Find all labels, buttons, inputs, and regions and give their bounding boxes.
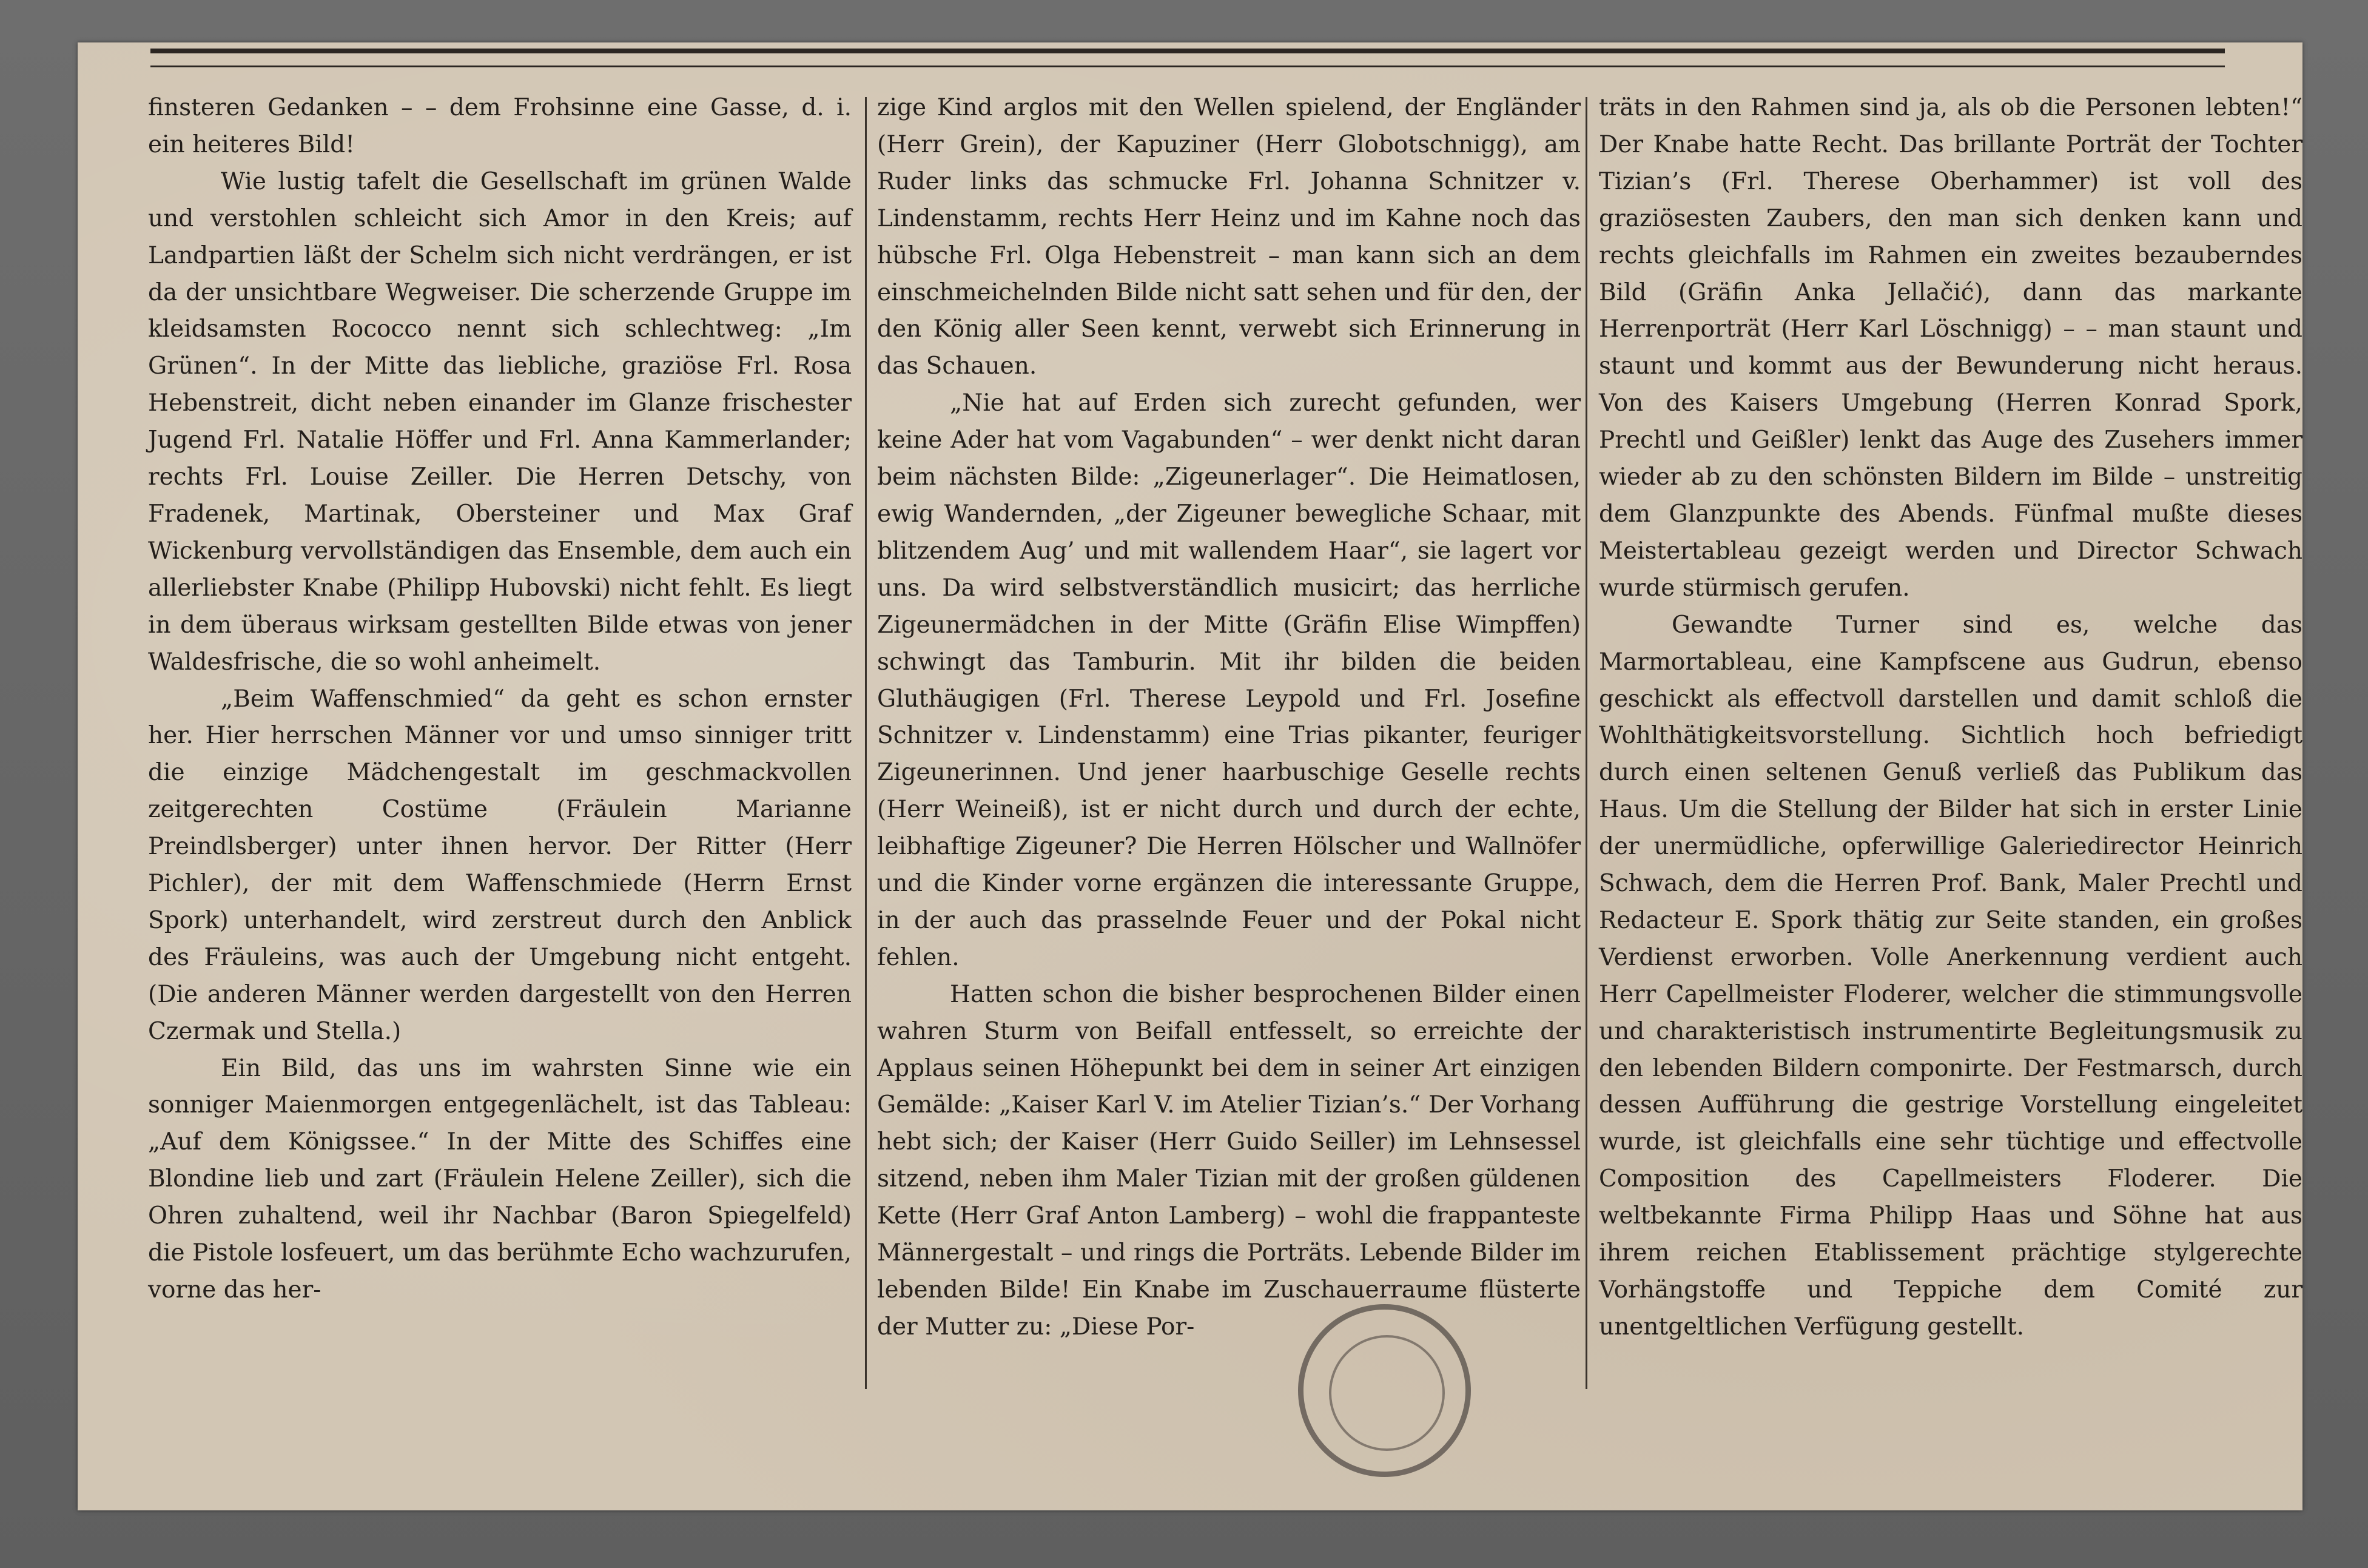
round-ink-stamp xyxy=(1298,1304,1471,1477)
paragraph: finsteren Gedanken – – dem Frohsinne eine Gasse, d. i. ein heiteres Bild! xyxy=(148,94,852,158)
column-divider xyxy=(865,97,867,1389)
column-divider xyxy=(1586,97,1587,1389)
paragraph: „Nie hat auf Erden sich zurecht gefunden, wer keine Ader hat vom Vagabunden“ – wer denkt nicht daran beim nächsten Bilde: „Zigeunerlager“. Die Heimatlosen, ewig Wandernden, „der Zigeuner bewegliche Schaar, mit blitzendem Aug’ und mit wallendem Haar“, sie lagert vor uns. Da wird selbstverständlich musicirt; das herrliche Zigeunermädchen in der Mitte (Gräfin Elise Wimpffen) schwingt das Tamburin. Mit ihr bilden die beiden Gluthäugigen (Frl. Therese Leypold und Frl. Josefine Schnitzer v. Lindenstamm) eine Trias pikanter, feuriger Zigeunerinnen. Und jener haarbuschige Geselle rechts (Herr Weineiß), ist er nicht durch und durch der echte, leibhaftige Zigeuner? Die Herren Hölscher und Wallnöfer und die Kinder vorne ergänzen die interessante Gruppe, in der auch das prasselnde Feuer und der Pokal nicht fehlen. xyxy=(877,389,1581,971)
paragraph: Gewandte Turner sind es, welche das Marmortableau, eine Kampfscene aus Gudrun, ebenso geschickt als effectvoll darstellen und damit schloß die Wohlthätigkeitsvorstellung. Sichtlich hoch befriedigt durch einen seltenen Genuß verließ das Publikum das Haus. Um die Stellung der Bilder hat sich in erster Linie der unermüdliche, opferwillige Galeriedirector Heinrich Schwach, dem die Herren Prof. Bank, Maler Prechtl und Redacteur E. Spork thätig zur Seite standen, ein großes Verdienst erworben. Volle Anerkennung verdient auch Herr Capellmeister Floderer, welcher die stimmungsvolle und charakteristisch instrumentirte Begleitungsmusik zu den lebenden Bildern componirte. Der Festmarsch, durch dessen Aufführung die gestrige Vorstellung eingeleitet wurde, ist gleichfalls eine sehr tüchtige und effectvolle Composition des Capellmeisters Floderer. Die weltbekannte Firma Philipp Haas und Söhne hat aus ihrem reichen Etablissement prächtige stylgerechte Vorhängstoffe und Teppiche dem Comité zur unentgeltlichen Verfügung gestellt. xyxy=(1599,611,2302,1341)
paragraph: Wie lustig tafelt die Gesellschaft im grünen Walde und verstohlen schleicht sich Amor in den Kreis; auf Landpartien läßt der Schelm sich nicht verdrängen, er ist da der unsichtbare Wegweiser. Die scherzende Gruppe im kleidsamsten Rococco nennt sich schlechtweg: „Im Grünen“. In der Mitte das liebliche, graziöse Frl. Rosa Hebenstreit, dicht neben einander im Glanze frischester Jugend Frl. Natalie Höffer und Frl. Anna Kammerlander; rechts Frl. Louise Zeiller. Die Herren Detschy, von Fradenek, Martinak, Obersteiner und Max Graf Wickenburg vervollständigen das Ensemble, dem auch ein allerliebster Knabe (Philipp Hubovski) nicht fehlt. Es liegt in dem überaus wirksam gestellten Bilde etwas von jener Waldesfrische, die so wohl anheimelt. xyxy=(148,167,852,676)
column-3 xyxy=(1599,90,2302,1346)
paragraph: zige Kind arglos mit den Wellen spielend, der Engländer (Herr Grein), der Kapuziner (Herr Globotschnigg), am Ruder links das schmucke Frl. Johanna Schnitzer v. Lindenstamm, rechts Herr Heinz und im Kahne noch das hübsche Frl. Olga Hebenstreit – man kann sich an dem einschmeichelnden Bilde nicht satt sehen und für den, der den König aller Seen kennt, verwebt sich Erinnerung in das Schauen. xyxy=(877,94,1581,380)
paragraph: Ein Bild, das uns im wahrsten Sinne wie ein sonniger Maienmorgen entgegenlächelt, ist das Tableau: „Auf dem Königssee.“ In der Mitte des Schiffes eine Blondine lieb und zart (Fräulein Helene Zeiller), sich die Ohren zuhaltend, weil ihr Nachbar (Baron Spiegelfeld) die Pistole losfeuert, um das berühmte Echo wachzurufen, vorne das her- xyxy=(148,1054,852,1304)
newspaper-page xyxy=(78,42,2302,1510)
top-double-rule xyxy=(150,49,2225,67)
paragraph: träts in den Rahmen sind ja, als ob die Personen lebten!“ Der Knabe hatte Recht. Das brillante Porträt der Tochter Tizian’s (Frl. Therese Oberhammer) ist voll des graziösesten Zaubers, den man sich denken kann und rechts gleichfalls im Rahmen ein zweites bezauberndes Bild (Gräfin Anka Jellačić), dann das markante Herrenporträt (Herr Karl Löschnigg) – – man staunt und staunt und kommt aus der Bewunderung nicht heraus. Von des Kaisers Umgebung (Herren Konrad Spork, Prechtl und Geißler) lenkt das Auge des Zusehers immer wieder ab zu den schönsten Bildern im Bilde – unstreitig dem Glanzpunkte des Abends. Fünfmal mußte dieses Meistertableau gezeigt werden und Director Schwach wurde stürmisch gerufen. xyxy=(1599,94,2302,602)
column-2 xyxy=(877,90,1581,1346)
column-1 xyxy=(148,90,852,1309)
paragraph: „Beim Waffenschmied“ da geht es schon ernster her. Hier herrschen Männer vor und umso sinniger tritt die einzige Mädchengestalt im geschmackvollen zeitgerechten Costüme (Fräulein Marianne Preindlsberger) unter ihnen hervor. Der Ritter (Herr Pichler), der mit dem Waffenschmiede (Herrn Ernst Spork) unterhandelt, wird zerstreut durch den Anblick des Fräuleins, was auch der Umgebung nicht entgeht. (Die anderen Männer werden dargestellt von den Herren Czermak und Stella.) xyxy=(148,685,852,1045)
paragraph: Hatten schon die bisher besprochenen Bilder einen wahren Sturm von Beifall entfesselt, so erreichte der Applaus seinen Höhepunkt bei dem in seiner Art einzigen Gemälde: „Kaiser Karl V. im Atelier Tizian’s.“ Der Vorhang hebt sich; der Kaiser (Herr Guido Seiller) im Lehnsessel sitzend, neben ihm Maler Tizian mit der großen güldenen Kette (Herr Graf Anton Lamberg) – wohl die frappanteste Männergestalt – und rings die Porträts. Lebende Bilder im lebenden Bilde! Ein Knabe im Zuschauerraume flüsterte der Mutter zu: „Diese Por- xyxy=(877,980,1581,1341)
